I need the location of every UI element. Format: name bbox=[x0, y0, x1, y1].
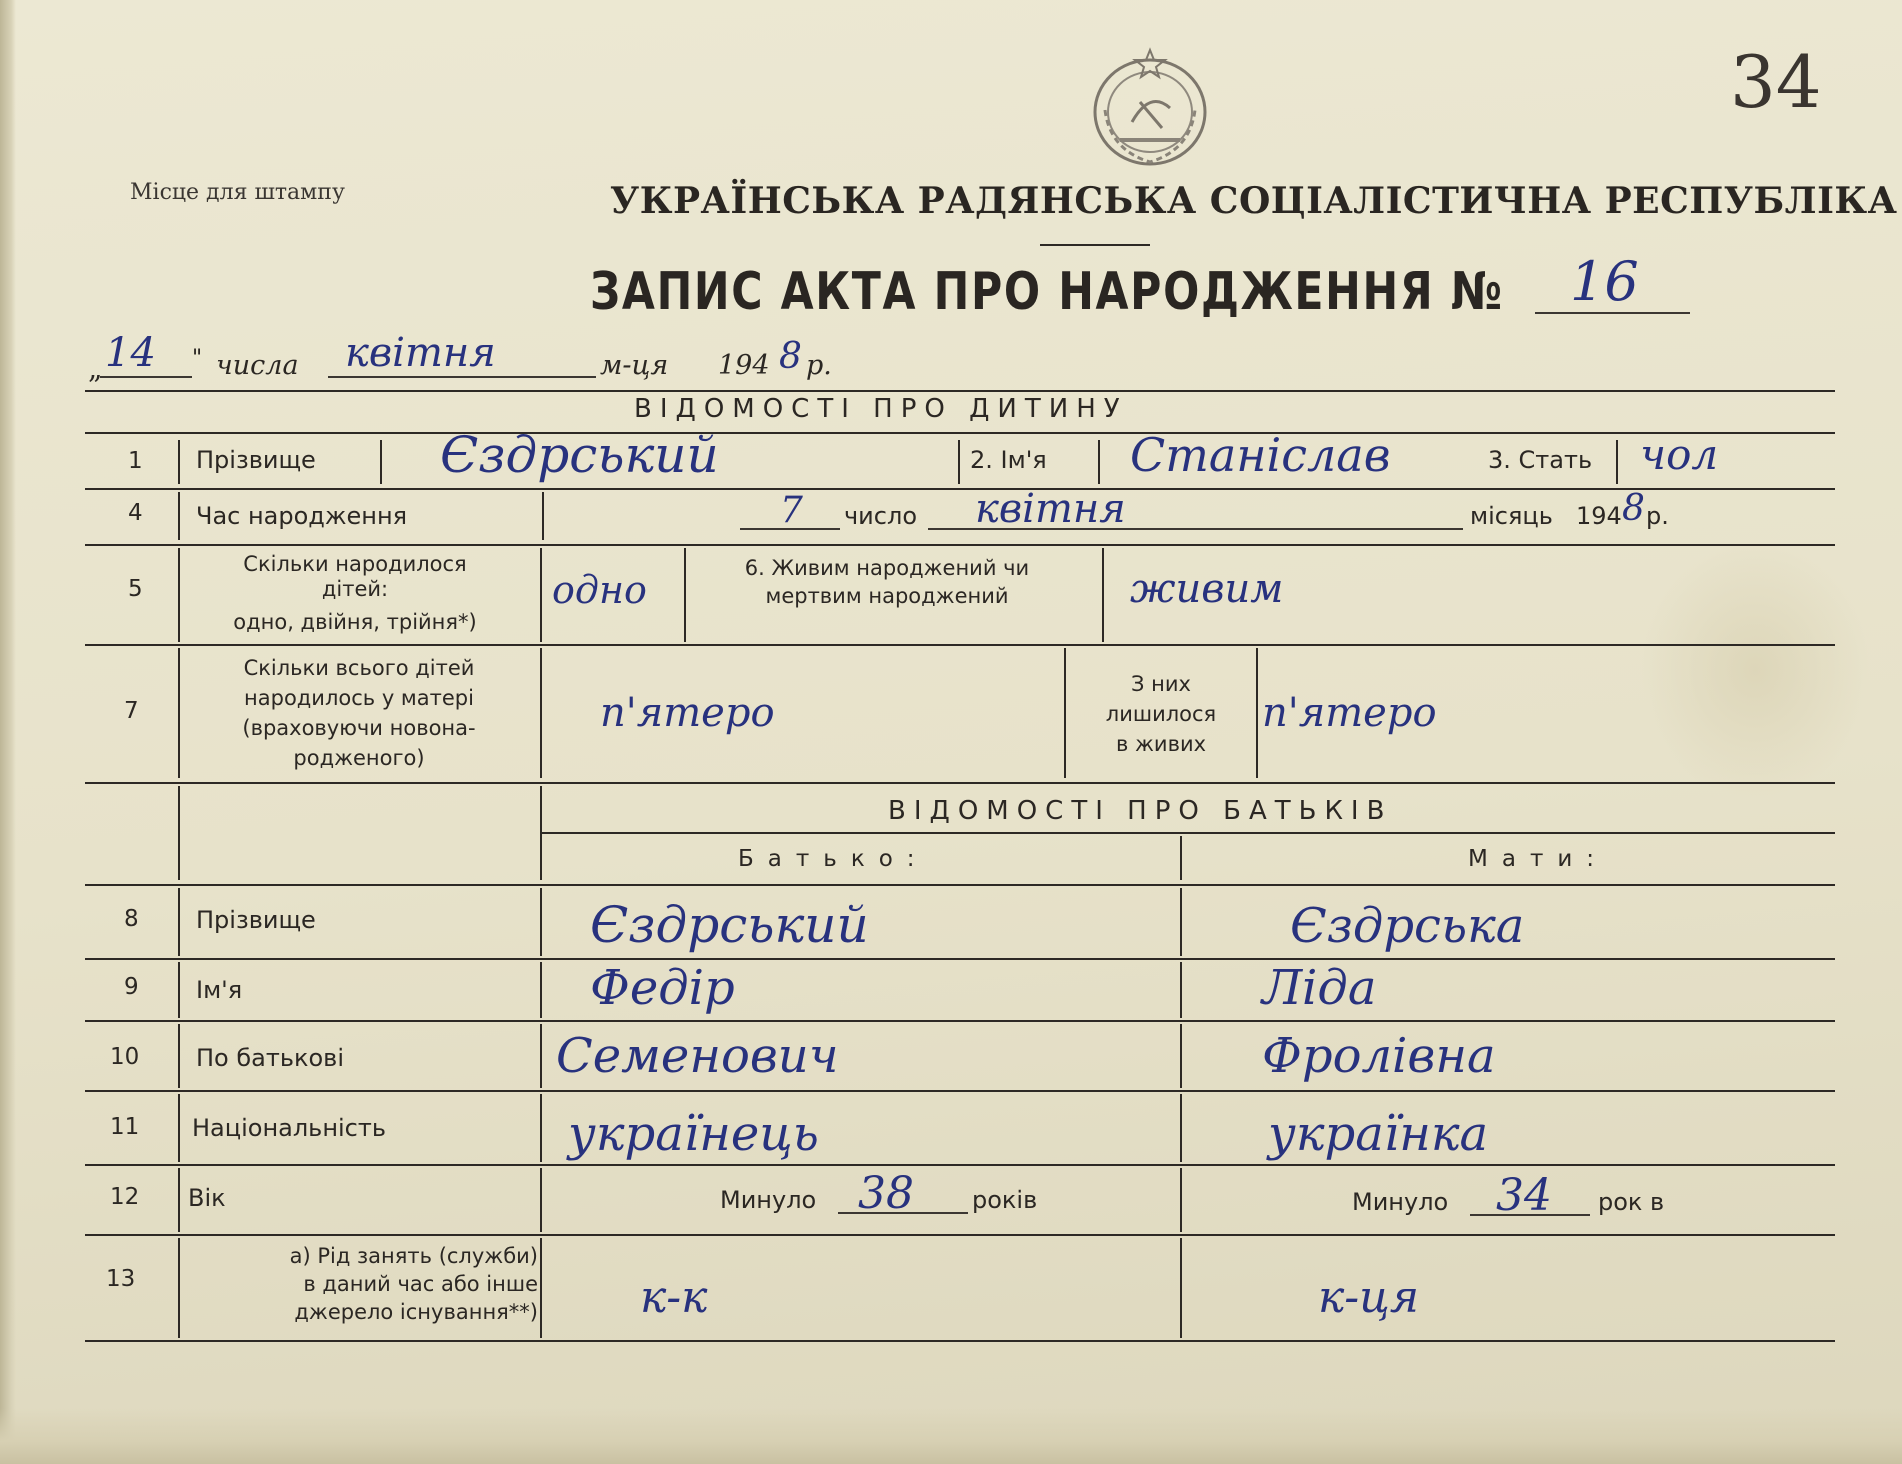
stamp-place-label: Місце для штампу bbox=[130, 180, 345, 205]
total-children-value: п'ятеро bbox=[600, 690, 775, 736]
child-sex: чол bbox=[1640, 430, 1719, 479]
year-handwritten: 8 bbox=[779, 336, 802, 377]
birth-year-handwritten: 8 bbox=[1622, 488, 1645, 529]
row12-divider-3 bbox=[1180, 1168, 1182, 1232]
father-occupation: к-к bbox=[640, 1272, 708, 1323]
father-header: Батько: bbox=[738, 846, 929, 872]
republic-header: УКРАЇНСЬКА РАДЯНСЬКА СОЦІАЛІСТИЧНА РЕСПУБЛІКА bbox=[610, 180, 1898, 222]
age-label: Вік bbox=[188, 1184, 226, 1212]
row7-divider-3 bbox=[1064, 648, 1066, 778]
row5-divider bbox=[178, 548, 180, 642]
registration-day: 14 bbox=[105, 330, 156, 376]
row11-divider-2 bbox=[540, 1094, 542, 1162]
row12-top-rule bbox=[85, 1164, 1835, 1166]
child-surname-label: Прізвище bbox=[196, 446, 316, 474]
parents-subheader-rule bbox=[542, 832, 1835, 834]
row13-divider-3 bbox=[1180, 1238, 1182, 1338]
alive-label-1: 6. Живим народжений чи bbox=[744, 556, 1030, 580]
nationality-label: Національність bbox=[192, 1114, 387, 1142]
row4-number: 4 bbox=[128, 500, 143, 526]
row10-divider-3 bbox=[1180, 1024, 1182, 1088]
father-age: 38 bbox=[858, 1168, 914, 1219]
father-name: Федір bbox=[590, 960, 735, 1016]
row7-divider-4 bbox=[1256, 648, 1258, 778]
row9-number: 9 bbox=[124, 974, 139, 1000]
month-label: м-ця bbox=[600, 350, 669, 381]
row11-divider-3 bbox=[1180, 1094, 1182, 1162]
row1-divider-4 bbox=[1098, 440, 1100, 484]
mother-age-prefix: Минуло bbox=[1352, 1188, 1449, 1216]
mother-occupation: к-ця bbox=[1318, 1272, 1419, 1323]
birth-day: 7 bbox=[780, 490, 803, 531]
mother-name: Ліда bbox=[1262, 960, 1377, 1016]
row8-divider bbox=[178, 888, 180, 956]
living-label-3: в живих bbox=[1115, 732, 1207, 756]
row5-top-rule bbox=[85, 544, 1835, 546]
row13-divider-2 bbox=[540, 1238, 542, 1338]
father-patronymic: Семенович bbox=[556, 1028, 839, 1084]
paper-edge-left bbox=[0, 0, 16, 1464]
row1-number: 1 bbox=[128, 448, 143, 474]
mother-header: Мати: bbox=[1468, 846, 1609, 872]
year-suffix: р. bbox=[806, 350, 832, 381]
row10-divider-2 bbox=[540, 1024, 542, 1088]
living-label-2: лишилося bbox=[1105, 702, 1217, 726]
parents-header-divider bbox=[178, 786, 180, 880]
row12-divider-2 bbox=[540, 1168, 542, 1232]
birth-month: квітня bbox=[975, 486, 1126, 532]
record-number: 16 bbox=[1570, 250, 1639, 313]
father-nationality: українець bbox=[568, 1106, 819, 1162]
row13-number: 13 bbox=[106, 1266, 136, 1292]
row7-top-rule bbox=[85, 644, 1835, 646]
occupation-label-1: а) Рід занять (служби) bbox=[289, 1244, 538, 1268]
row9-divider bbox=[178, 962, 180, 1018]
child-section-top-rule bbox=[85, 390, 1835, 392]
father-age-prefix: Минуло bbox=[720, 1186, 817, 1214]
row7-divider-2 bbox=[540, 648, 542, 778]
paper-stain bbox=[1640, 540, 1870, 800]
row8-divider-2 bbox=[540, 888, 542, 956]
parent-name-label: Ім'я bbox=[196, 976, 243, 1004]
row10-number: 10 bbox=[110, 1044, 140, 1070]
child-sex-label: 3. Стать bbox=[1488, 446, 1593, 474]
row13-top-rule bbox=[85, 1234, 1835, 1236]
row11-top-rule bbox=[85, 1090, 1835, 1092]
occupation-label-2: в даний час або інше bbox=[303, 1272, 538, 1296]
row4-top-rule bbox=[85, 488, 1835, 490]
birth-time-label: Час народження bbox=[196, 502, 408, 530]
day-underline bbox=[100, 376, 192, 378]
year-printed: 194 bbox=[718, 350, 770, 381]
birth-year-printed: 194 bbox=[1576, 502, 1622, 530]
father-surname: Єздрський bbox=[590, 896, 869, 954]
row9-divider-2 bbox=[540, 962, 542, 1018]
child-name-label: 2. Ім'я bbox=[970, 446, 1047, 474]
child-count-value: одно bbox=[552, 568, 647, 612]
child-count-label-3: одно, двійня, трійня*) bbox=[233, 610, 477, 634]
total-children-label-1: Скільки всього дітей bbox=[243, 656, 475, 680]
row1-top-rule bbox=[85, 432, 1835, 434]
row4-divider-2 bbox=[542, 492, 544, 540]
alive-label-2: мертвим народжений bbox=[765, 584, 1009, 608]
row13-divider bbox=[178, 1238, 180, 1338]
father-age-suffix: років bbox=[972, 1186, 1038, 1214]
mother-surname: Єздрська bbox=[1290, 898, 1525, 954]
row1-divider bbox=[178, 440, 180, 484]
child-count-label-2: дітей: bbox=[321, 577, 389, 601]
row10-top-rule bbox=[85, 1020, 1835, 1022]
mother-nationality: українка bbox=[1268, 1106, 1489, 1162]
state-emblem-icon bbox=[1080, 40, 1220, 170]
row5-number: 5 bbox=[128, 576, 143, 602]
row1-divider-5 bbox=[1616, 440, 1618, 484]
mother-age-suffix: рок в bbox=[1598, 1188, 1665, 1216]
row7-number: 7 bbox=[124, 698, 139, 724]
occupation-label-3: джерело існування**) bbox=[294, 1300, 538, 1324]
row12-number: 12 bbox=[110, 1184, 140, 1210]
birth-day-label: число bbox=[844, 502, 917, 530]
row5-divider-2 bbox=[540, 548, 542, 642]
row9-divider-3 bbox=[1180, 962, 1182, 1018]
row11-divider bbox=[178, 1094, 180, 1162]
total-children-label-4: родженого) bbox=[293, 746, 425, 770]
document-title: ЗАПИС АКТА ПРО НАРОДЖЕННЯ № bbox=[590, 262, 1504, 322]
row7-divider bbox=[178, 648, 180, 778]
row1-divider-2 bbox=[380, 440, 382, 484]
birth-month-label: місяць bbox=[1470, 502, 1553, 530]
child-surname: Єздрський bbox=[440, 426, 719, 484]
alive-value: живим bbox=[1130, 566, 1284, 612]
total-children-label-3: (враховуючи новона- bbox=[242, 716, 476, 740]
day-label: числа bbox=[216, 350, 299, 381]
mother-age: 34 bbox=[1496, 1170, 1552, 1221]
father-mother-divider bbox=[1180, 836, 1182, 880]
child-name: Станіслав bbox=[1130, 428, 1391, 482]
registration-month: квітня bbox=[345, 330, 496, 376]
paper-edge-bottom bbox=[0, 1408, 1902, 1464]
date-close-quote: " bbox=[192, 346, 203, 371]
child-count-label-1: Скільки народилося bbox=[243, 552, 467, 576]
row8-top-rule bbox=[85, 884, 1835, 886]
row4-divider bbox=[178, 492, 180, 540]
date-open-quote: „ bbox=[88, 352, 103, 385]
parents-top-rule bbox=[85, 782, 1835, 784]
child-section-title: ВІДОМОСТІ ПРО ДИТИНУ bbox=[634, 394, 1128, 424]
row1-divider-3 bbox=[958, 440, 960, 484]
living-value: п'ятеро bbox=[1262, 690, 1437, 736]
living-label-1: З них bbox=[1131, 672, 1191, 696]
birth-year-suffix: р. bbox=[1646, 502, 1669, 530]
row11-number: 11 bbox=[110, 1114, 140, 1140]
header-rule bbox=[1040, 244, 1150, 246]
month-underline bbox=[328, 376, 596, 378]
parents-section-title: ВІДОМОСТІ ПРО БАТЬКІВ bbox=[888, 796, 1393, 826]
table-bottom-rule bbox=[85, 1340, 1835, 1342]
patronymic-label: По батькові bbox=[196, 1044, 344, 1072]
row5-divider-3 bbox=[684, 548, 686, 642]
row5-divider-4 bbox=[1102, 548, 1104, 642]
row12-divider bbox=[178, 1168, 180, 1232]
row8-divider-3 bbox=[1180, 888, 1182, 956]
row8-number: 8 bbox=[124, 906, 139, 932]
mother-patronymic: Фролівна bbox=[1262, 1028, 1496, 1084]
archive-page-number: 34 bbox=[1730, 40, 1822, 124]
total-children-label-2: народилось у матері bbox=[244, 686, 474, 710]
parent-surname-label: Прізвище bbox=[196, 906, 316, 934]
row9-top-rule bbox=[85, 958, 1835, 960]
row10-divider bbox=[178, 1024, 180, 1088]
